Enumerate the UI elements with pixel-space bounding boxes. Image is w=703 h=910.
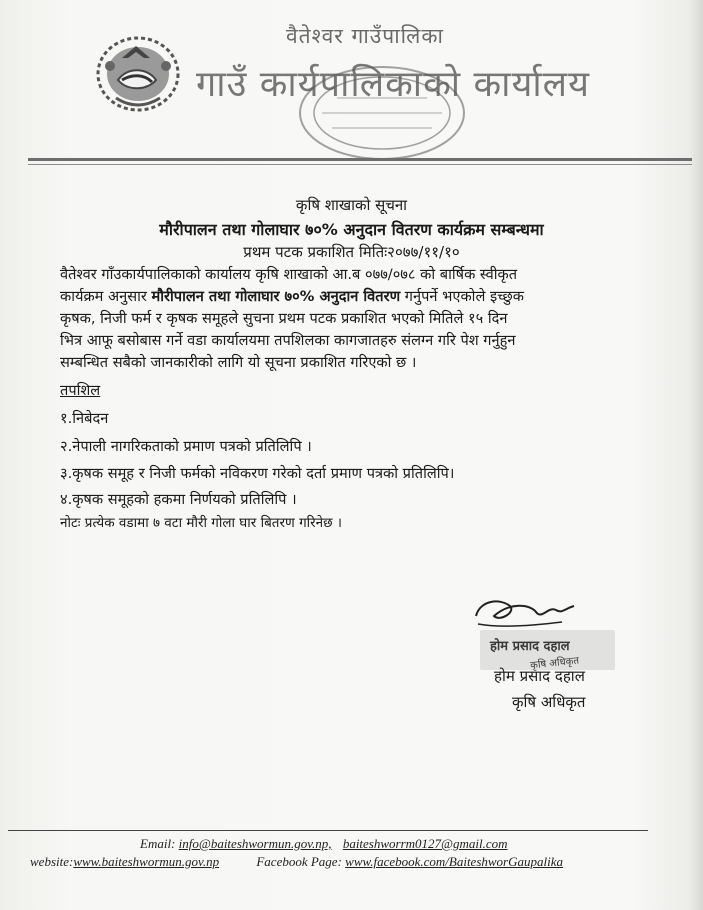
program-name-bold: मौरीपालन तथा गोलाघार ७०% अनुदान वितरण [151,288,401,305]
notice-paragraph [60,264,660,374]
footer-website-line [30,854,563,870]
office-title: गाउँ कार्यपालिकाको कार्यालय [196,64,590,105]
paragraph-line: सम्बन्धित सबैको जानकारीको लागि यो सूचना प्रकाशित गरिएको छ । [60,354,417,371]
signatory-name: होम प्रसाद दहाल [494,667,585,685]
stamp-post: कृषि अधिकृत [529,655,580,672]
list-item: २.नेपाली नागरिकताको प्रमाण पत्रको प्रतिलिपि । [60,438,312,455]
footer-email-line [140,836,508,852]
website-link[interactable]: www.baiteshwormun.gov.np [73,854,220,869]
page-edge-shadow [689,0,703,910]
paragraph-text: गर्नुपर्ने भएकोले इच्छुक [400,288,524,305]
nepal-emblem-logo [92,28,184,116]
notice-branch: कृषि शाखाको सूचना [295,196,408,214]
website-label: website: [30,854,74,869]
email-link-1[interactable]: info@baiteshwormun.gov.np, [178,836,332,851]
list-item: ४.कृषक समूहको हकमा निर्णयको प्रतिलिपि । [60,491,297,508]
paragraph-text: कार्यक्रम अनुसार [60,288,152,305]
email-label: Email: [140,836,176,851]
paragraph-line: भित्र आफू बसोबास गर्ने वडा कार्यालयमा तपशिलका कागजातहरु संलग्न गरि पेश गर्नुहुन [60,332,516,349]
footer-rule [8,830,648,831]
email-link-2[interactable]: baiteshworrm0127@gmail.com [342,836,508,851]
list-item: १.निबेदन [60,410,109,427]
list-item: ३.कृषक समूह र निजी फर्मको नविकरण गरेको दर्ता प्रमाण पत्रको प्रतिलिपि। [60,465,455,482]
notice-subject: मौरीपालन तथा गोलाघार ७०% अनुदान वितरण कार्यक्रम सम्बन्धमा [159,220,544,239]
letterhead-rule [28,158,692,161]
paragraph-line: वैतेश्वर गाँउकार्यपालिकाको कार्यालय कृषि शाखाको आ.ब ०७७/०७८ को बार्षिक स्वीकृत [60,266,518,283]
details-heading: तपशिल [60,382,101,399]
paragraph-line [60,286,660,308]
paragraph-line: कृषक, निजी फर्म र कृषक समूहले सुचना प्रथम पटक प्रकाशित भएको मितिले १५ दिन [60,310,508,327]
signatory-post: कृषि अधिकृत [512,693,586,711]
notice-note: नोटः प्रत्येक वडामा ७ वटा मौरी गोला घार बितरण गरिनेछ । [60,515,343,531]
notice-publish-date: प्रथम पटक प्रकाशित मितिः२०७७/११/१० [243,243,460,261]
facebook-label: Facebook Page: [256,854,342,869]
office-round-stamp [292,58,472,168]
municipality-name: वैतेश्वर गाउँपालिका [286,24,444,48]
letterhead-rule-thin [28,164,692,165]
stamp-name: होम प्रसाद दहाल [490,639,570,654]
facebook-link[interactable]: www.facebook.com/BaiteshworGaupalika [345,854,564,869]
